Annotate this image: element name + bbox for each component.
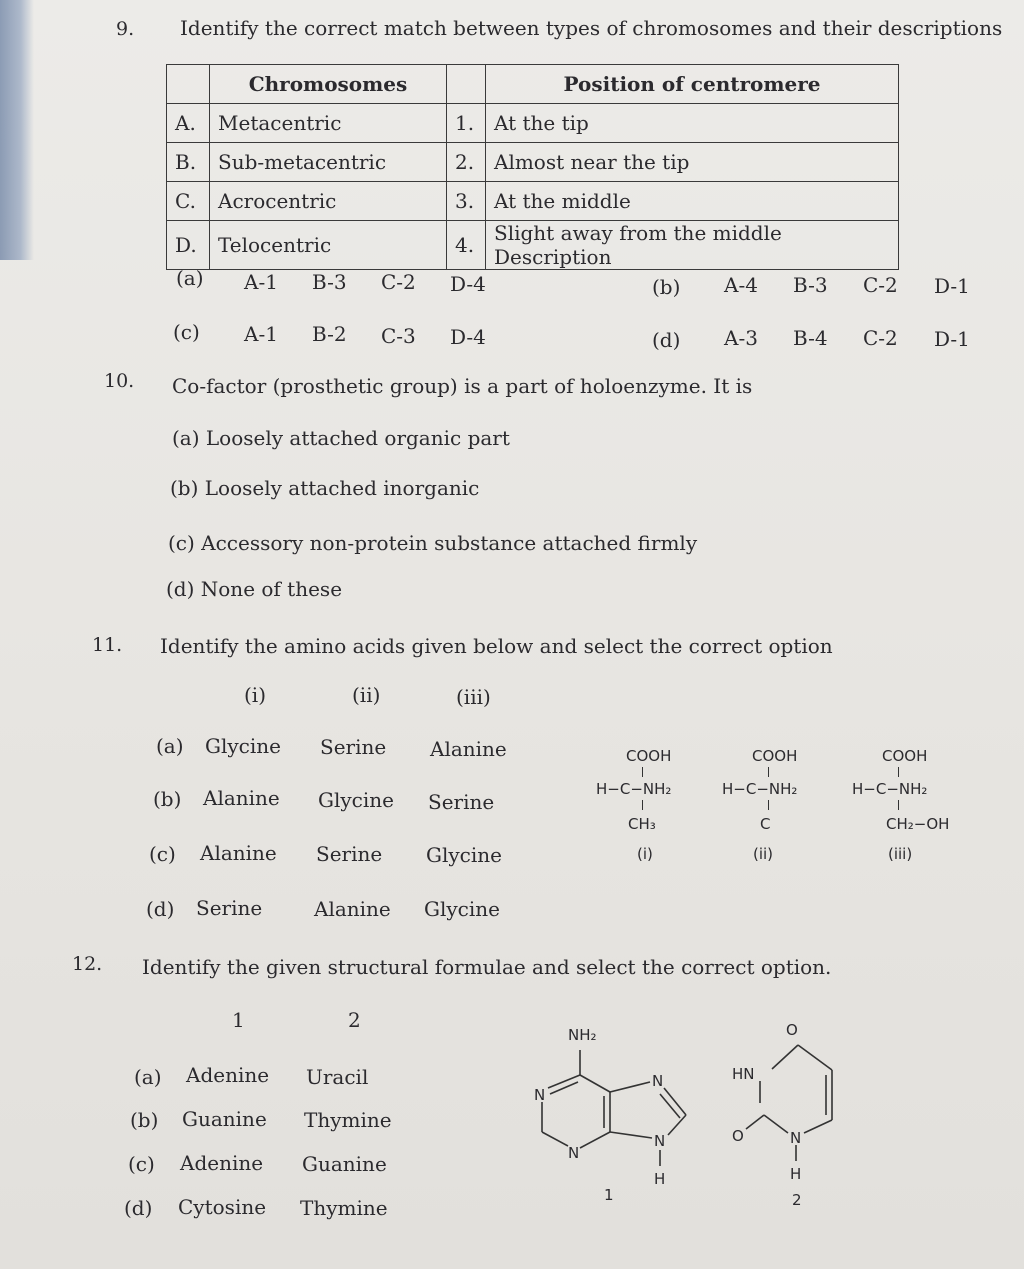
q11-number: 11. bbox=[92, 634, 123, 656]
q9-match-table bbox=[166, 64, 899, 270]
option-value: D-4 bbox=[450, 325, 486, 349]
bond-line bbox=[580, 1132, 610, 1148]
atom-o: O bbox=[732, 1127, 744, 1145]
group-r: CH₃ bbox=[628, 815, 656, 833]
group-central: H−C−NH₂ bbox=[596, 780, 672, 798]
option-value: Alanine bbox=[200, 841, 277, 865]
option-value: Thymine bbox=[300, 1196, 388, 1220]
option-value: Serine bbox=[196, 896, 263, 920]
option-value: B-3 bbox=[312, 270, 347, 294]
option-value: Thymine bbox=[304, 1108, 392, 1132]
table-header-chromosomes: Chromosomes bbox=[210, 65, 447, 104]
row-position: Almost near the tip bbox=[486, 143, 899, 182]
option-value: B-2 bbox=[312, 322, 347, 346]
row-number: 2. bbox=[447, 143, 486, 182]
option-label: (d) bbox=[146, 897, 175, 921]
table-row bbox=[167, 104, 899, 143]
option-value: Glycine bbox=[318, 788, 394, 812]
option-value: D-4 bbox=[450, 272, 486, 296]
option-value: D-1 bbox=[934, 327, 970, 351]
q12-column-1: 1 bbox=[232, 1008, 245, 1032]
option-value: Guanine bbox=[302, 1152, 387, 1176]
option-value: Glycine bbox=[424, 897, 500, 921]
option-value: Serine bbox=[428, 790, 495, 814]
structure-label: (ii) bbox=[753, 845, 774, 863]
option-value: A-1 bbox=[244, 322, 278, 346]
row-position: At the tip bbox=[486, 104, 899, 143]
atom-n: N bbox=[790, 1129, 802, 1147]
group-hn: HN bbox=[732, 1065, 755, 1083]
bond-line bbox=[668, 1115, 686, 1135]
q11-column-iii: (iii) bbox=[456, 685, 491, 709]
option-value: C-2 bbox=[863, 326, 898, 350]
group-cooh: COOH bbox=[882, 747, 928, 765]
option-label: (a) bbox=[156, 734, 184, 758]
q12-number: 12. bbox=[72, 953, 103, 975]
group-cooh: COOH bbox=[626, 747, 672, 765]
group-central: H−C−NH₂ bbox=[722, 780, 798, 798]
bond-line bbox=[772, 1045, 798, 1069]
structure-label: (iii) bbox=[888, 845, 913, 863]
q12-column-2: 2 bbox=[348, 1008, 361, 1032]
group-r: CH₂−OH bbox=[886, 815, 950, 833]
row-chromosome: Sub-metacentric bbox=[210, 143, 447, 182]
q12-question: Identify the given structural formulae and select the correct option. bbox=[142, 955, 832, 979]
bond-line bbox=[610, 1082, 650, 1092]
row-chromosome: Acrocentric bbox=[210, 182, 447, 221]
row-letter: A. bbox=[167, 104, 210, 143]
option-label: (c) bbox=[173, 320, 200, 344]
option-value: Glycine bbox=[205, 734, 281, 758]
atom-h: H bbox=[790, 1165, 802, 1183]
bond-line bbox=[764, 1115, 788, 1133]
structure-label: 2 bbox=[792, 1191, 802, 1209]
page-edge-shadow bbox=[0, 0, 34, 260]
option-value: Cytosine bbox=[178, 1195, 267, 1219]
bond-line bbox=[550, 1082, 578, 1094]
option-value: A-4 bbox=[724, 273, 758, 297]
option-label: (b) bbox=[130, 1108, 159, 1132]
option-label: (d) bbox=[652, 328, 681, 352]
row-letter: C. bbox=[167, 182, 210, 221]
option-value: Alanine bbox=[314, 897, 391, 921]
table-row bbox=[167, 182, 899, 221]
atom-o: O bbox=[786, 1021, 798, 1039]
table-header-row bbox=[167, 65, 899, 104]
option-value: Alanine bbox=[203, 786, 280, 810]
option-label: (b) bbox=[652, 275, 681, 299]
table-header-position: Position of centromere bbox=[486, 65, 899, 104]
bond-line bbox=[746, 1115, 764, 1129]
q10-option-d[interactable]: (d) None of these bbox=[166, 577, 343, 601]
atom-n: N bbox=[568, 1144, 580, 1162]
pyrimidine-structure-2 bbox=[720, 1015, 880, 1215]
bond-line bbox=[580, 1075, 610, 1092]
row-chromosome: Telocentric bbox=[210, 221, 447, 270]
bond-line bbox=[642, 767, 643, 777]
option-value: B-3 bbox=[793, 273, 828, 297]
row-letter: D. bbox=[167, 221, 210, 270]
option-value: Guanine bbox=[182, 1107, 267, 1131]
bond-line bbox=[642, 800, 643, 810]
option-value: A-3 bbox=[724, 326, 758, 350]
q10-question: Co-factor (prosthetic group) is a part of holoenzyme. It is bbox=[172, 374, 753, 398]
option-value: D-1 bbox=[934, 274, 970, 298]
table-cell bbox=[447, 65, 486, 104]
option-label: (a) bbox=[134, 1065, 162, 1089]
structure-label: (i) bbox=[637, 845, 653, 863]
q10-option-b[interactable]: (b) Loosely attached inorganic bbox=[170, 476, 480, 500]
row-chromosome: Metacentric bbox=[210, 104, 447, 143]
q11-column-ii: (ii) bbox=[352, 683, 381, 707]
option-label: (a) bbox=[176, 266, 204, 290]
purine-structure-1 bbox=[520, 1020, 710, 1210]
option-value: Serine bbox=[320, 735, 387, 759]
option-label: (d) bbox=[124, 1196, 153, 1220]
option-value: C-2 bbox=[381, 270, 416, 294]
option-label: (c) bbox=[128, 1152, 155, 1176]
option-value: Adenine bbox=[186, 1063, 270, 1087]
q9-question: Identify the correct match between types of chromosomes and their descriptions bbox=[180, 16, 1003, 40]
group-central: H−C−NH₂ bbox=[852, 780, 928, 798]
row-number: 1. bbox=[447, 104, 486, 143]
group-cooh: COOH bbox=[752, 747, 798, 765]
row-number: 3. bbox=[447, 182, 486, 221]
option-value: C-2 bbox=[863, 273, 898, 297]
bond-line bbox=[898, 800, 899, 810]
bond-line bbox=[804, 1120, 832, 1133]
bond-line bbox=[548, 1075, 580, 1088]
table-row bbox=[167, 143, 899, 182]
option-value: A-1 bbox=[244, 270, 278, 294]
q10-number: 10. bbox=[104, 370, 135, 392]
q10-option-a[interactable]: (a) Loosely attached organic part bbox=[172, 426, 510, 450]
option-value: Uracil bbox=[306, 1065, 369, 1089]
row-position: At the middle bbox=[486, 182, 899, 221]
bond-line bbox=[768, 800, 769, 810]
option-label: (b) bbox=[153, 787, 182, 811]
option-value: Alanine bbox=[430, 737, 507, 761]
group-r: C bbox=[760, 815, 771, 833]
bond-line bbox=[898, 767, 899, 777]
bond-line bbox=[798, 1045, 832, 1070]
bond-line bbox=[660, 1094, 680, 1118]
q11-question: Identify the amino acids given below and select the correct option bbox=[160, 634, 833, 658]
group-nh2: NH₂ bbox=[568, 1026, 597, 1044]
q11-column-i: (i) bbox=[244, 683, 267, 707]
atom-h: H bbox=[654, 1170, 666, 1188]
bond-line bbox=[610, 1132, 652, 1138]
table-row bbox=[167, 221, 899, 270]
bond-line bbox=[768, 767, 769, 777]
row-number: 4. bbox=[447, 221, 486, 270]
option-value: Glycine bbox=[426, 843, 502, 867]
option-value: C-3 bbox=[381, 324, 416, 348]
row-letter: B. bbox=[167, 143, 210, 182]
option-value: B-4 bbox=[793, 326, 828, 350]
atom-n: N bbox=[652, 1072, 664, 1090]
atom-n: N bbox=[654, 1132, 666, 1150]
table-cell bbox=[167, 65, 210, 104]
bond-line bbox=[542, 1132, 568, 1146]
option-value: Adenine bbox=[180, 1151, 264, 1175]
atom-n: N bbox=[534, 1086, 546, 1104]
q9-number: 9. bbox=[116, 18, 135, 40]
option-label: (c) bbox=[149, 842, 176, 866]
option-value: Serine bbox=[316, 842, 383, 866]
structure-label: 1 bbox=[604, 1186, 614, 1204]
q10-option-c[interactable]: (c) Accessory non-protein substance attached firmly bbox=[168, 531, 698, 555]
row-position: Slight away from the middle Description bbox=[486, 221, 899, 270]
